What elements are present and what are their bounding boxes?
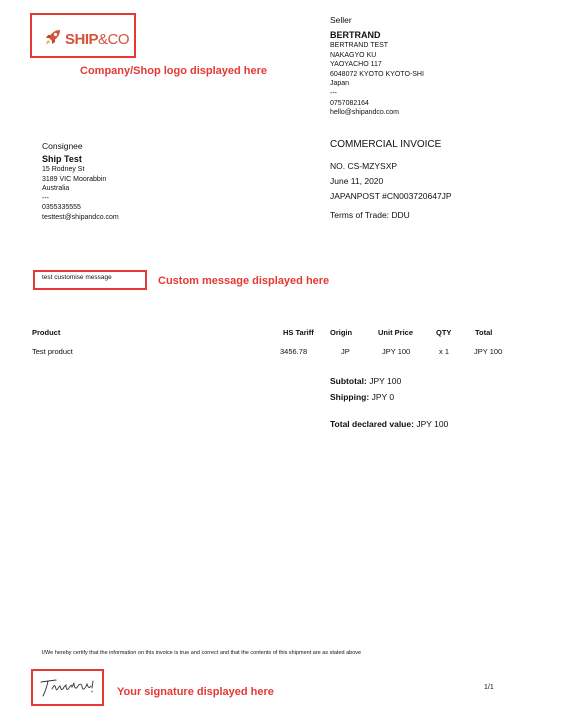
rocket-icon — [44, 28, 62, 51]
consignee-heading: Consignee — [42, 141, 83, 151]
custom-message-annotation: Custom message displayed here — [158, 275, 330, 287]
shipping-value: JPY 0 — [371, 392, 395, 402]
seller-line: Japan — [330, 80, 350, 88]
col-hs-tariff: HS Tariff — [283, 328, 314, 337]
cell-total: JPY 100 — [474, 347, 503, 356]
seller-line: 6048072 KYOTO KYOTO-SHI — [330, 70, 424, 78]
declared-value-row — [330, 418, 448, 431]
certification-statement: I/We hereby certify that the information on this invoice is true and correct and that the contents of this shipment are as stated above — [42, 650, 362, 656]
seller-address — [330, 30, 424, 118]
signature-image — [36, 673, 100, 706]
consignee-line: --- — [42, 194, 49, 202]
page-number: 1/1 — [484, 684, 494, 691]
signature-annotation: Your signature displayed here — [117, 686, 274, 698]
logo-text-co: &CO — [98, 30, 130, 48]
invoice-number: NO. CS-MZYSXP — [330, 161, 398, 171]
consignee-line: 0355335555 — [42, 204, 81, 212]
cell-product: Test product — [32, 347, 73, 356]
seller-line: --- — [330, 89, 337, 97]
invoice-tracking: JAPANPOST #CN003720647JP — [330, 191, 452, 201]
seller-name: BERTRAND — [330, 30, 381, 40]
cell-unit-price: JPY 100 — [382, 347, 411, 356]
consignee-name: Ship Test — [42, 154, 82, 164]
cell-hs-tariff: 3456.78 — [280, 347, 308, 356]
consignee-line: 15 Rodney St — [42, 166, 85, 173]
cell-origin: JP — [341, 347, 350, 356]
invoice-title: COMMERCIAL INVOICE — [330, 139, 442, 150]
logo-annotation: Company/Shop logo displayed here — [80, 65, 268, 77]
col-origin: Origin — [330, 328, 353, 337]
shipping-label: Shipping: — [330, 392, 370, 402]
shipping-row — [330, 391, 448, 404]
declared-value: JPY 100 — [416, 419, 449, 429]
consignee-address — [42, 154, 119, 223]
col-total: Total — [475, 328, 493, 337]
subtotal-row — [330, 375, 448, 388]
terms-of-trade: Terms of Trade: DDU — [330, 210, 410, 220]
totals-block — [330, 375, 448, 431]
logo-text-ship: SHIP — [65, 30, 99, 48]
col-qty: QTY — [436, 328, 452, 337]
seller-heading: Seller — [330, 15, 352, 25]
col-unit-price: Unit Price — [378, 328, 414, 337]
seller-line: YAOYACHO 117 — [330, 61, 382, 69]
seller-line: 0757082164 — [330, 99, 369, 107]
consignee-line: 3189 VIC Moorabbin — [42, 175, 107, 183]
custom-message: test customise message — [42, 274, 112, 281]
col-product: Product — [32, 328, 61, 337]
seller-line: hello@shipandco.com — [330, 109, 399, 117]
subtotal-value: JPY 100 — [369, 376, 402, 386]
cell-qty: x 1 — [439, 347, 450, 356]
declared-value-label: Total declared value: — [330, 419, 414, 429]
invoice-date: June 11, 2020 — [330, 176, 384, 186]
seller-line: BERTRAND TEST — [330, 42, 389, 49]
company-logo — [44, 28, 129, 51]
consignee-line: Australia — [42, 185, 70, 193]
consignee-line: testtest@shipandco.com — [42, 213, 119, 221]
subtotal-label: Subtotal: — [330, 376, 367, 386]
seller-line: NAKAGYO KU — [330, 51, 377, 59]
